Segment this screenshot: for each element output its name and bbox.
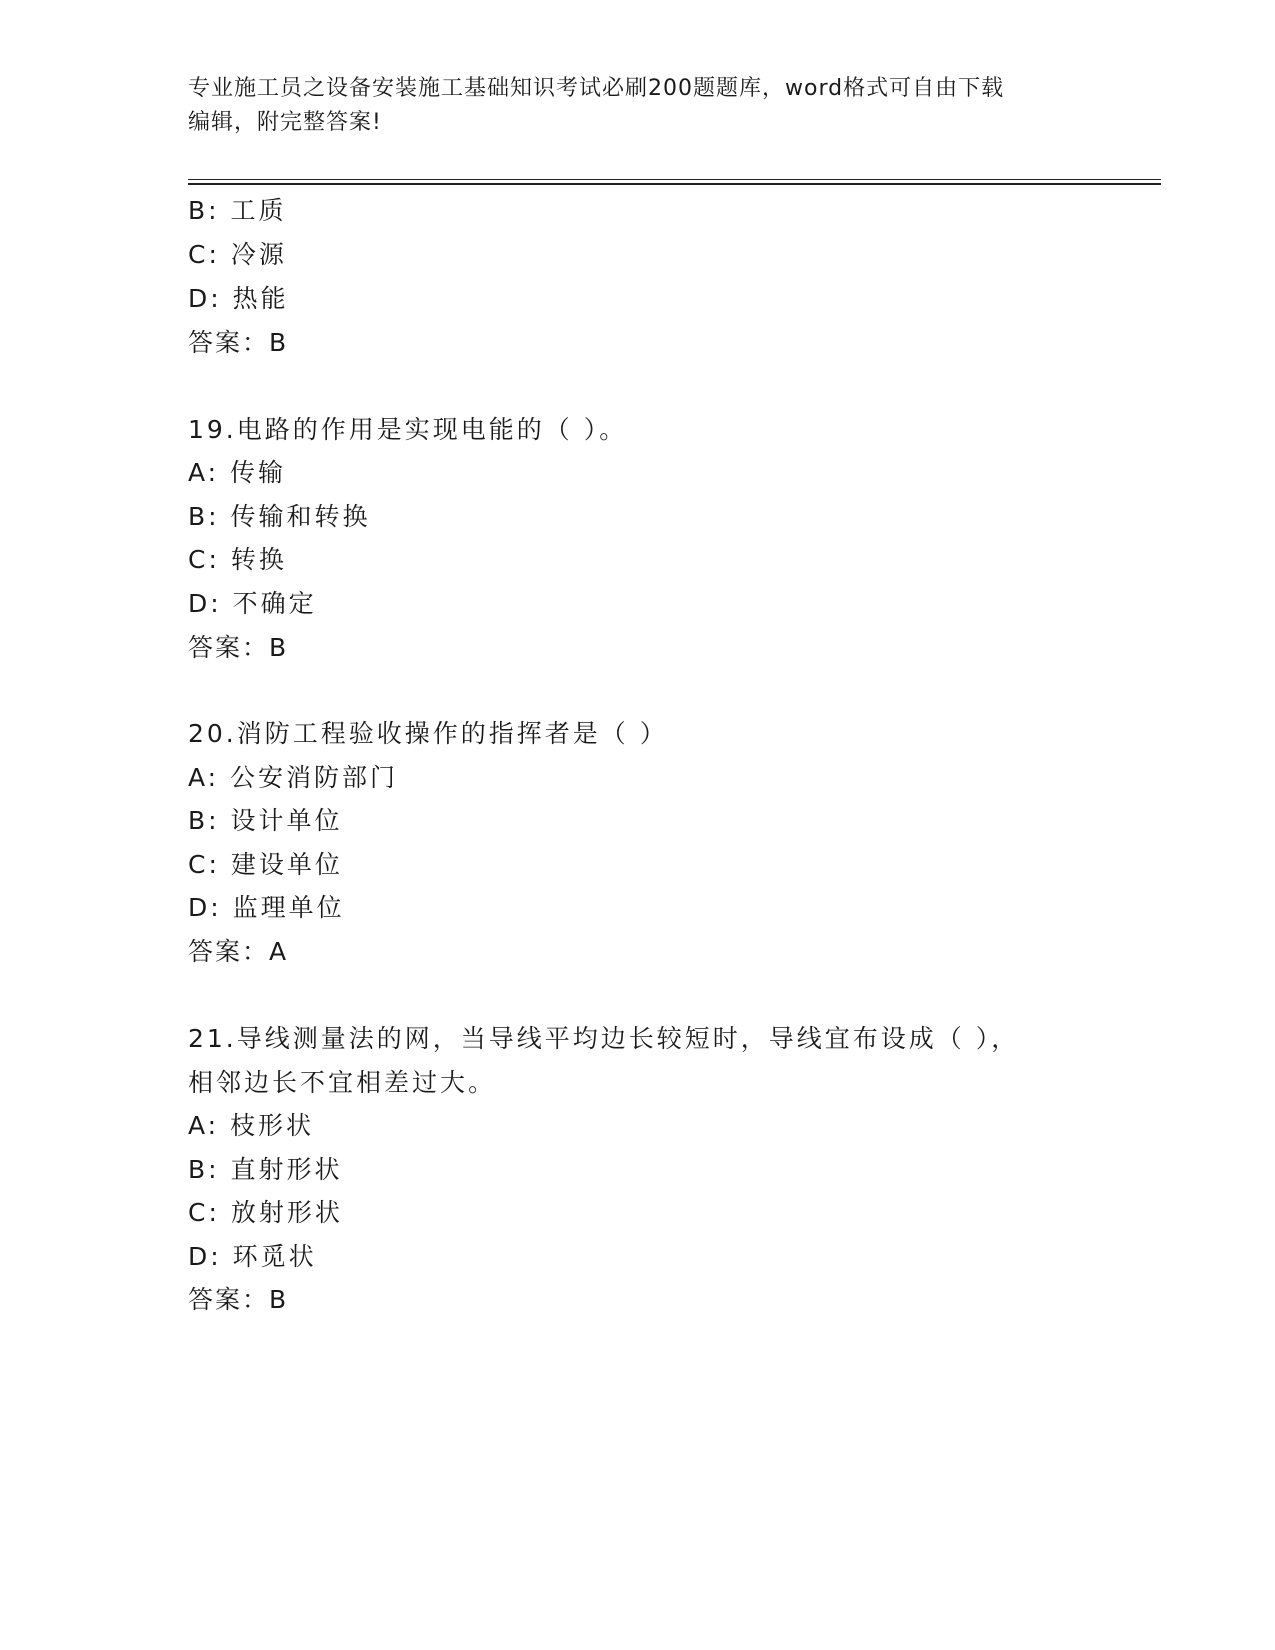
q21-option-b: B: 直射形状 bbox=[188, 1155, 343, 1184]
q20-option-c: C: 建设单位 bbox=[188, 850, 343, 879]
header-divider-thin bbox=[188, 179, 1161, 180]
q21-option-c: C: 放射形状 bbox=[188, 1198, 343, 1227]
q20-option-b: B: 设计单位 bbox=[188, 806, 343, 835]
q21-option-a: A: 枝形状 bbox=[188, 1111, 315, 1140]
header-divider-thick bbox=[188, 183, 1161, 185]
q18-option-c: C: 冷源 bbox=[188, 240, 287, 269]
q21-question-line1: 21.导线测量法的网，当导线平均边长较短时，导线宜布设成（ ）， bbox=[188, 1024, 1020, 1053]
q21-option-d: D: 环觅状 bbox=[188, 1242, 317, 1271]
q18-option-b: B: 工质 bbox=[188, 196, 287, 225]
q20-option-d: D: 监理单位 bbox=[188, 893, 345, 922]
q20-question: 20.消防工程验收操作的指挥者是（ ） bbox=[188, 719, 668, 748]
q19-question: 19.电路的作用是实现电能的（ ）。 bbox=[188, 415, 628, 444]
document-header bbox=[188, 72, 1088, 140]
q18-answer: 答案：B bbox=[188, 328, 289, 357]
q21-question-line2: 相邻边长不宜相差过大。 bbox=[188, 1068, 497, 1097]
q19-answer: 答案：B bbox=[188, 633, 289, 662]
header-title-line2: 编辑，附完整答案! bbox=[188, 110, 382, 135]
header-title-line1: 专业施工员之设备安装施工基础知识考试必刷200题题库，word格式可自由下载 bbox=[188, 76, 1005, 101]
q21-answer: 答案：B bbox=[188, 1285, 289, 1314]
q20-answer: 答案：A bbox=[188, 937, 289, 966]
q19-option-b: B: 传输和转换 bbox=[188, 502, 371, 531]
q19-option-d: D: 不确定 bbox=[188, 589, 317, 618]
q18-option-d: D: 热能 bbox=[188, 284, 289, 313]
q19-option-a: A: 传输 bbox=[188, 458, 287, 487]
q19-option-c: C: 转换 bbox=[188, 545, 287, 574]
q20-option-a: A: 公安消防部门 bbox=[188, 763, 399, 792]
